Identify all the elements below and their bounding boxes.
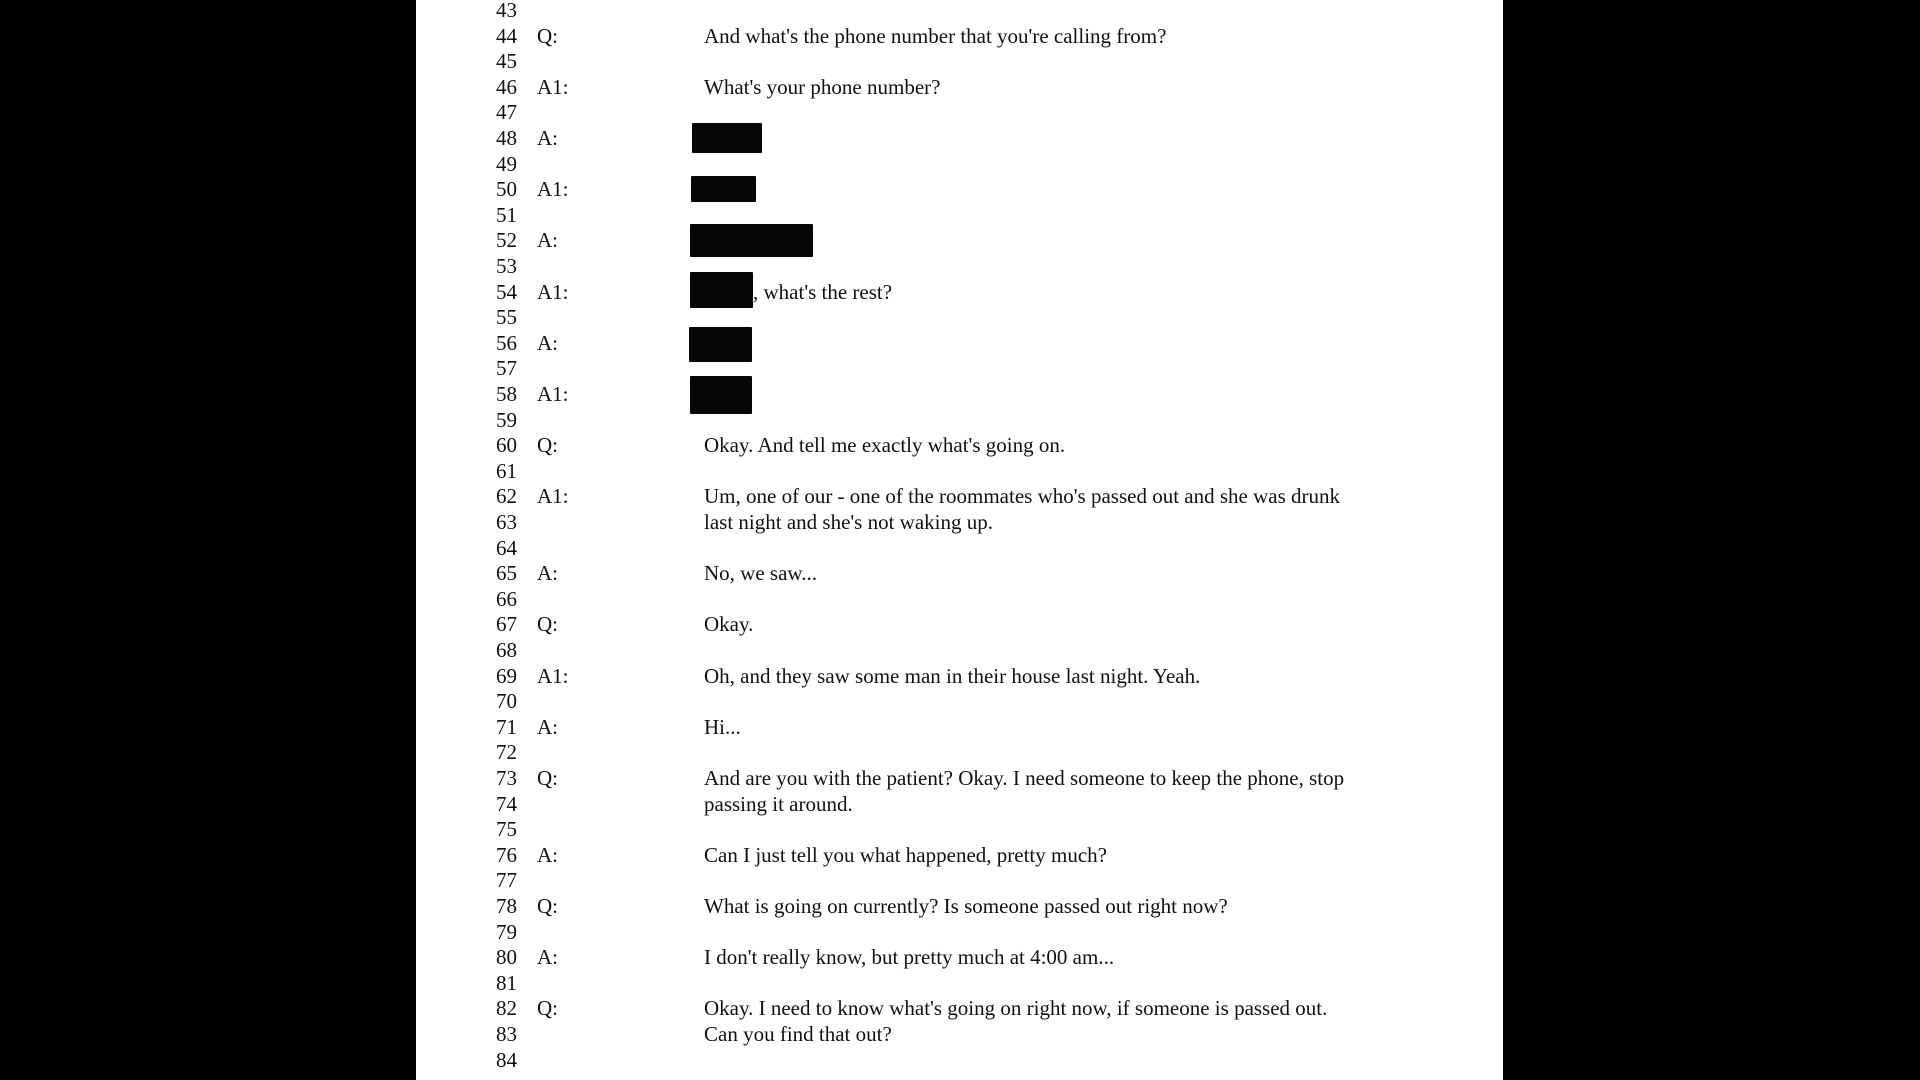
line-number: 52 <box>496 228 517 253</box>
line-number: 83 <box>496 1022 517 1046</box>
line-number: 62 <box>496 484 517 509</box>
line-number: 48 <box>496 126 517 150</box>
transcript-line <box>416 126 1503 152</box>
line-number: 65 <box>496 561 517 586</box>
line-number: 51 <box>496 202 517 227</box>
transcript-line <box>416 228 1503 254</box>
utterance-text: Okay. <box>704 612 754 637</box>
transcript-line <box>416 843 1503 869</box>
transcript-line <box>416 996 1503 1022</box>
speaker-label: A: <box>537 126 558 150</box>
line-number: 79 <box>496 919 517 944</box>
utterance-text: I don't really know, but pretty much at 4:00 am... <box>704 945 1115 970</box>
transcript-line <box>416 152 1503 178</box>
line-number: 49 <box>496 151 517 176</box>
transcript-line <box>416 971 1503 997</box>
line-number: 74 <box>496 791 517 816</box>
utterance-text: last night and she's not waking up. <box>704 510 994 534</box>
line-number: 84 <box>496 1047 517 1072</box>
transcript-line <box>416 817 1503 843</box>
utterance-text: , what's the rest? <box>753 279 893 304</box>
line-number: 45 <box>496 49 517 74</box>
document-page <box>416 0 1503 1080</box>
transcript-line <box>416 177 1503 203</box>
redaction-box <box>692 123 762 153</box>
speaker-label: A1: <box>537 177 569 202</box>
transcript-line <box>416 459 1503 485</box>
line-number: 59 <box>496 407 517 432</box>
line-number: 47 <box>496 100 517 125</box>
line-number: 53 <box>496 254 517 278</box>
utterance-text: No, we saw... <box>704 561 817 586</box>
transcript-line <box>416 254 1503 280</box>
line-number: 66 <box>496 586 517 611</box>
utterance-text: What is going on currently? Is someone passed out right now? <box>704 894 1228 918</box>
transcript-line <box>416 740 1503 766</box>
redaction-box <box>690 224 813 257</box>
speaker-label: Q: <box>537 766 558 790</box>
speaker-label: Q: <box>537 23 558 48</box>
speaker-label: Q: <box>537 612 558 637</box>
line-number: 78 <box>496 894 517 918</box>
line-number: 76 <box>496 842 517 867</box>
line-number: 46 <box>496 74 517 99</box>
transcript-line <box>416 305 1503 331</box>
utterance-text: Can I just tell you what happened, pretty much? <box>704 842 1107 867</box>
line-number: 63 <box>496 510 517 534</box>
line-number: 69 <box>496 663 517 688</box>
line-number: 58 <box>496 382 517 406</box>
line-number: 50 <box>496 177 517 202</box>
transcript-line <box>416 536 1503 562</box>
transcript-line <box>416 561 1503 587</box>
transcript-line <box>416 331 1503 357</box>
transcript-line <box>416 0 1503 24</box>
utterance-text: Um, one of our - one of the roommates who's passed out and she was drunk <box>704 484 1340 509</box>
transcript-line <box>416 868 1503 894</box>
transcript-line <box>416 792 1503 818</box>
line-number: 82 <box>496 996 517 1021</box>
line-number: 54 <box>496 279 517 304</box>
speaker-label: A: <box>537 561 558 586</box>
speaker-label: A: <box>537 945 558 970</box>
speaker-label: A: <box>537 842 558 867</box>
transcript-line <box>416 433 1503 459</box>
speaker-label: Q: <box>537 996 558 1021</box>
transcript-line <box>416 24 1503 50</box>
transcript-line <box>416 612 1503 638</box>
line-number: 57 <box>496 356 517 381</box>
utterance-text: And are you with the patient? Okay. I need someone to keep the phone, stop <box>704 766 1345 790</box>
utterance-text: And what's the phone number that you're calling from? <box>704 23 1167 48</box>
transcript-line <box>416 49 1503 75</box>
speaker-label: A: <box>537 714 558 739</box>
transcript-line <box>416 75 1503 101</box>
transcript-line <box>416 100 1503 126</box>
utterance-text: What's your phone number? <box>704 74 941 99</box>
line-number: 56 <box>496 330 517 355</box>
transcript-line <box>416 638 1503 664</box>
utterance-text: Okay. I need to know what's going on right now, if someone is passed out. <box>704 996 1328 1021</box>
transcript-line <box>416 587 1503 613</box>
transcript-line <box>416 203 1503 229</box>
line-number: 77 <box>496 868 517 893</box>
transcript-line <box>416 356 1503 382</box>
utterance-text: Hi... <box>704 714 741 739</box>
speaker-label: A: <box>537 330 558 355</box>
line-number: 73 <box>496 766 517 790</box>
utterance-text: Okay. And tell me exactly what's going on. <box>704 433 1066 458</box>
transcript-line <box>416 689 1503 715</box>
line-number: 68 <box>496 638 517 662</box>
line-number: 67 <box>496 612 517 637</box>
transcript-line <box>416 280 1503 306</box>
line-number: 55 <box>496 305 517 330</box>
line-number: 72 <box>496 740 517 765</box>
speaker-label: A1: <box>537 484 569 509</box>
speaker-label: A1: <box>537 382 569 406</box>
transcript-line <box>416 715 1503 741</box>
transcript-line <box>416 894 1503 920</box>
speaker-label: Q: <box>537 894 558 918</box>
speaker-label: A1: <box>537 74 569 99</box>
line-number: 71 <box>496 714 517 739</box>
line-number: 80 <box>496 945 517 970</box>
line-number: 70 <box>496 689 517 714</box>
utterance-text: passing it around. <box>704 791 853 816</box>
line-number: 61 <box>496 458 517 483</box>
redaction-box <box>690 272 753 308</box>
speaker-label: Q: <box>537 433 558 458</box>
transcript-line <box>416 664 1503 690</box>
transcript-line <box>416 484 1503 510</box>
speaker-label: A1: <box>537 663 569 688</box>
transcript-line <box>416 945 1503 971</box>
transcript-line <box>416 766 1503 792</box>
line-number: 75 <box>496 817 517 842</box>
redaction-box <box>691 176 756 202</box>
speaker-label: A: <box>537 228 558 253</box>
transcript-line <box>416 382 1503 408</box>
line-number: 43 <box>496 0 517 22</box>
line-number: 44 <box>496 23 517 48</box>
speaker-label: A1: <box>537 279 569 304</box>
line-number: 81 <box>496 970 517 995</box>
utterance-text: Can you find that out? <box>704 1022 892 1046</box>
transcript-line <box>416 408 1503 434</box>
transcript-line <box>416 510 1503 536</box>
line-number: 60 <box>496 433 517 458</box>
utterance-text: Oh, and they saw some man in their house last night. Yeah. <box>704 663 1201 688</box>
transcript-line <box>416 1022 1503 1048</box>
transcript-line <box>416 920 1503 946</box>
line-number: 64 <box>496 535 517 560</box>
transcript-line <box>416 1048 1503 1074</box>
